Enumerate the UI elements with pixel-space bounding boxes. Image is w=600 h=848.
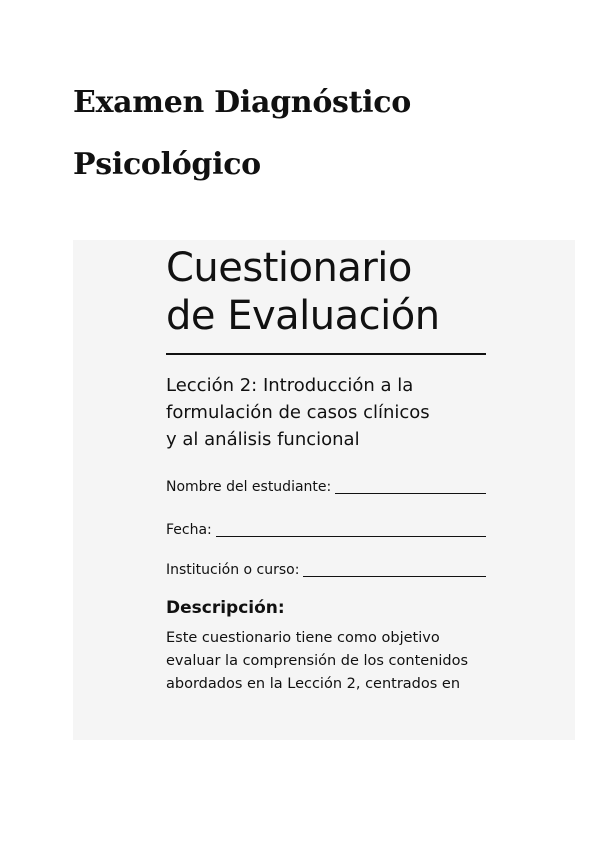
description-text — [166, 627, 486, 696]
lesson-subtitle-line-3: y al análisis funcional — [166, 429, 360, 450]
lesson-subtitle-line-2: formulación de casos clínicos — [166, 402, 430, 423]
document-title-line-2: Psicológico — [73, 147, 261, 182]
description-line-2: evaluar la comprensión de los contenidos — [166, 653, 469, 669]
description-line-1: Este cuestionario tiene como objetivo — [166, 630, 440, 646]
lesson-subtitle-line-1: Lección 2: Introducción a la — [166, 375, 414, 396]
lesson-subtitle — [166, 372, 486, 453]
cover-card — [73, 240, 575, 740]
date-field[interactable] — [166, 521, 486, 539]
student-name-blank-line[interactable] — [335, 479, 486, 494]
description-line-3: abordados en la Lección 2, centrados en — [166, 676, 461, 692]
questionnaire-title-line-1: Cuestionario — [166, 245, 412, 291]
student-name-field[interactable] — [166, 478, 486, 496]
document-title-line-1: Examen Diagnóstico — [73, 85, 411, 120]
description-heading: Descripción: — [166, 598, 285, 618]
questionnaire-title-line-2: de Evaluación — [166, 293, 440, 339]
student-name-label: Nombre del estudiante: — [166, 479, 332, 495]
date-blank-line[interactable] — [216, 522, 486, 537]
institution-label: Institución o curso: — [166, 562, 300, 578]
institution-field[interactable] — [166, 561, 486, 579]
date-label: Fecha: — [166, 522, 212, 538]
title-divider — [166, 353, 486, 355]
questionnaire-title — [166, 244, 440, 340]
document-title — [73, 72, 553, 196]
institution-blank-line[interactable] — [303, 562, 486, 577]
